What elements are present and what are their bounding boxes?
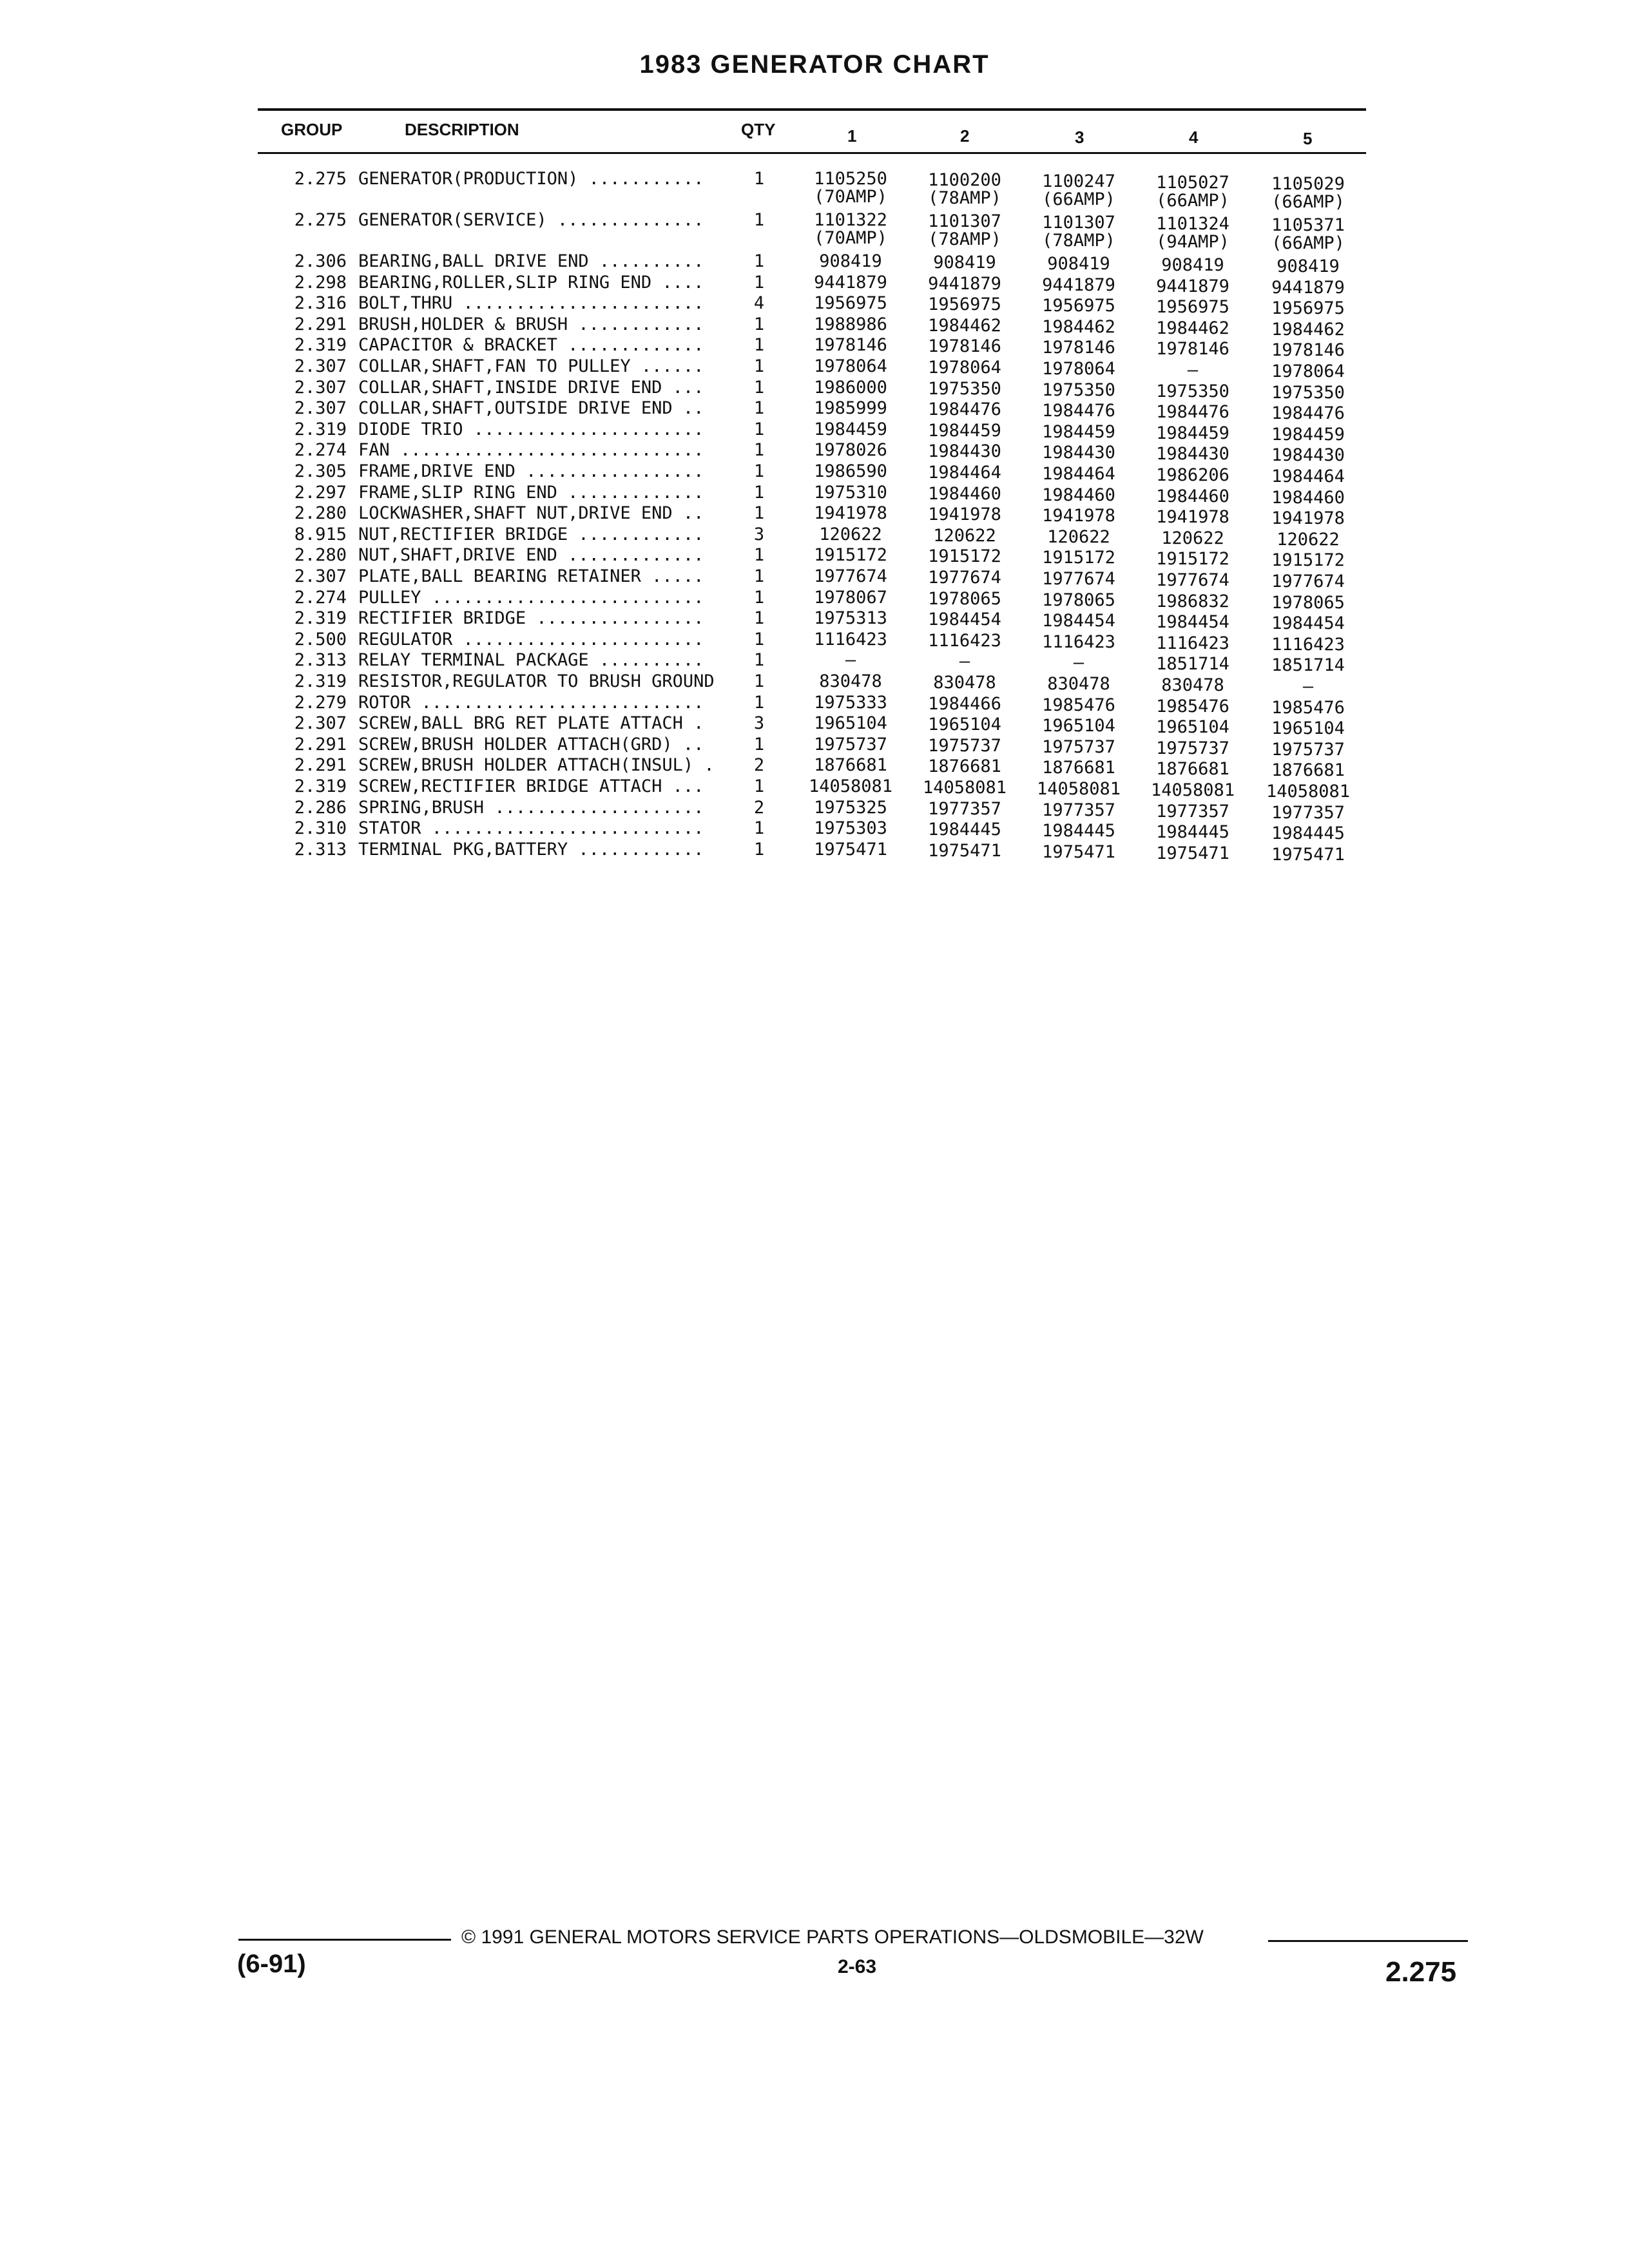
part-number-cell: 1101322 — [814, 210, 887, 230]
part-number-cell: — — [959, 651, 970, 672]
part-number-cell: 1915172 — [814, 545, 887, 566]
part-number-cell: 1915172 — [1042, 548, 1115, 568]
part-number-cell: 830478 — [1047, 674, 1110, 694]
qty-cell: 1 — [753, 461, 765, 481]
part-number-cell: 1978146 — [1042, 338, 1115, 358]
description-cell: GENERATOR(PRODUCTION) ........... — [358, 169, 715, 189]
amp-rating-cell: (66AMP) — [1271, 192, 1345, 212]
column-header-1: 1 — [847, 126, 857, 146]
part-number-cell: 1986590 — [814, 461, 887, 481]
part-number-cell: 1977674 — [1271, 572, 1345, 591]
column-header-3: 3 — [1075, 128, 1084, 147]
description-cell: PLATE,BALL BEARING RETAINER ..... — [358, 566, 715, 586]
part-number-cell: 1975737 — [1042, 736, 1115, 757]
group-cell: 2.291 — [294, 314, 347, 334]
qty-cell: 1 — [753, 734, 765, 754]
description-cell: PULLEY .......................... — [358, 587, 715, 608]
part-number-cell: 1984460 — [1271, 487, 1345, 508]
part-number-cell: 1984462 — [1042, 316, 1115, 337]
part-number-cell: 1876681 — [1042, 758, 1115, 778]
part-number-cell: 1116423 — [928, 630, 1001, 651]
group-cell: 2.313 — [294, 650, 347, 671]
part-number-cell: 1977674 — [928, 568, 1001, 588]
group-cell: 2.307 — [294, 398, 347, 419]
description-cell: ROTOR ........................... — [358, 692, 715, 713]
description-cell: FRAME,SLIP RING END ............. — [358, 482, 715, 503]
amp-rating-cell: (78AMP) — [1042, 231, 1115, 251]
description-cell: SCREW,BRUSH HOLDER ATTACH(INSUL) . — [358, 755, 715, 776]
description-cell: GENERATOR(SERVICE) .............. — [358, 210, 715, 230]
part-number-cell: 120622 — [819, 524, 882, 544]
table-row — [0, 169, 1629, 210]
part-number-cell: 1984454 — [1042, 611, 1115, 631]
part-number-cell: 1984454 — [928, 610, 1001, 630]
part-number-cell: 1984462 — [928, 315, 1001, 336]
part-number-cell: 1984462 — [1156, 318, 1229, 338]
part-number-cell: 1978064 — [814, 356, 887, 376]
group-cell: 2.307 — [294, 377, 347, 398]
qty-cell: 1 — [753, 482, 765, 503]
part-number-cell: 1984462 — [1271, 319, 1345, 340]
part-number-cell: 1984454 — [1271, 613, 1345, 634]
part-number-cell: 1984459 — [1042, 421, 1115, 442]
part-number-cell: 1975737 — [1271, 739, 1345, 760]
qty-cell: 1 — [753, 776, 765, 796]
part-number-cell: 1984466 — [928, 693, 1001, 714]
part-number-cell: 1977357 — [1156, 801, 1229, 822]
part-number-cell: 1956975 — [814, 293, 887, 314]
qty-cell: 2 — [753, 797, 765, 818]
part-number-cell: 1975310 — [814, 482, 887, 503]
qty-cell: 4 — [753, 293, 765, 314]
qty-cell: 2 — [753, 755, 765, 776]
part-number-cell: 1978146 — [814, 335, 887, 356]
part-number-cell: 1116423 — [1042, 631, 1115, 652]
group-cell: 2.275 — [294, 210, 347, 230]
part-number-cell: 1985476 — [1042, 695, 1115, 715]
group-cell: 2.298 — [294, 272, 347, 293]
part-number-cell: 1977357 — [928, 798, 1001, 819]
description-cell: CAPACITOR & BRACKET ............. — [358, 335, 715, 356]
part-number-cell: 1965104 — [1042, 716, 1115, 736]
header-top-rule — [258, 108, 1366, 111]
description-cell: BEARING,ROLLER,SLIP RING END .... — [358, 272, 715, 293]
part-number-cell: 1876681 — [928, 756, 1001, 777]
qty-cell: 3 — [753, 524, 765, 544]
part-number-cell: 1975325 — [814, 797, 887, 818]
qty-cell: 3 — [753, 713, 765, 734]
part-number-cell: 830478 — [819, 671, 882, 691]
column-header-group: GROUP — [281, 120, 343, 139]
part-number-cell: 1941978 — [814, 503, 887, 524]
footer-rule-right — [1268, 1940, 1468, 1942]
qty-cell: 1 — [753, 335, 765, 356]
footer-page-number: 2-63 — [838, 1956, 877, 1977]
part-number-cell: 120622 — [1277, 529, 1340, 550]
part-number-cell: 1984430 — [1156, 444, 1229, 465]
qty-cell: 1 — [753, 210, 765, 230]
group-cell: 2.275 — [294, 169, 347, 189]
part-number-cell: 1851714 — [1156, 654, 1229, 675]
footer-section-number: 2.275 — [1385, 1956, 1457, 1988]
group-cell: 2.274 — [294, 587, 347, 608]
amp-rating-cell: (66AMP) — [1042, 189, 1115, 209]
part-number-cell: 1975350 — [928, 378, 1001, 399]
qty-cell: 1 — [753, 503, 765, 524]
part-number-cell: 1941978 — [1156, 507, 1229, 528]
description-cell: BOLT,THRU ....................... — [358, 293, 715, 314]
amp-rating-cell: (70AMP) — [814, 228, 887, 248]
part-number-cell: 1116423 — [1271, 634, 1345, 655]
part-number-cell: 1975471 — [928, 840, 1001, 861]
part-number-cell: 1105250 — [814, 169, 887, 189]
group-cell: 2.306 — [294, 251, 347, 271]
group-cell: 2.291 — [294, 734, 347, 754]
part-number-cell: 1975350 — [1042, 380, 1115, 400]
part-number-cell: 1975737 — [928, 735, 1001, 756]
column-header-qty: QTY — [741, 120, 776, 139]
footer-rule-left — [238, 1939, 451, 1941]
part-number-cell: 1116423 — [1156, 633, 1229, 653]
qty-cell: 1 — [753, 608, 765, 629]
qty-cell: 1 — [753, 419, 765, 439]
qty-cell: 1 — [753, 671, 765, 691]
part-number-cell: 1984476 — [1156, 402, 1229, 423]
description-cell: RELAY TERMINAL PACKAGE .......... — [358, 650, 715, 671]
column-header-2: 2 — [960, 126, 970, 146]
part-number-cell: 1876681 — [1156, 759, 1229, 780]
description-cell: FAN ............................. — [358, 440, 715, 461]
group-cell: 2.319 — [294, 335, 347, 356]
description-cell: SCREW,RECTIFIER BRIDGE ATTACH ... — [358, 776, 715, 796]
part-number-cell: 1984430 — [1271, 445, 1345, 466]
part-number-cell: 1977357 — [1271, 802, 1345, 823]
description-cell: RESISTOR,REGULATOR TO BRUSH GROUND — [358, 671, 715, 691]
description-cell: STATOR .......................... — [358, 818, 715, 839]
part-number-cell: 14058081 — [1150, 780, 1235, 800]
part-number-cell: 1984460 — [1156, 486, 1229, 506]
part-number-cell: — — [845, 650, 856, 671]
part-number-cell: 1965104 — [928, 715, 1001, 735]
part-number-cell: 1978064 — [928, 358, 1001, 378]
part-number-cell: 1105029 — [1271, 174, 1345, 194]
part-number-cell: 1977674 — [814, 566, 887, 586]
part-number-cell: 1956975 — [1042, 296, 1115, 316]
part-number-cell: 1975737 — [1156, 738, 1229, 758]
group-cell: 2.500 — [294, 629, 347, 649]
description-cell: COLLAR,SHAFT,FAN TO PULLEY ...... — [358, 356, 715, 376]
qty-cell: 1 — [753, 314, 765, 334]
part-number-cell: 1941978 — [1042, 506, 1115, 526]
part-number-cell: 1984460 — [1042, 485, 1115, 505]
part-number-cell: 1116423 — [814, 629, 887, 649]
amp-rating-cell: (70AMP) — [814, 187, 887, 207]
description-cell: SCREW,BRUSH HOLDER ATTACH(GRD) .. — [358, 734, 715, 754]
amp-rating-cell: (94AMP) — [1156, 232, 1229, 252]
group-cell: 2.310 — [294, 818, 347, 839]
group-cell: 2.307 — [294, 713, 347, 734]
part-number-cell: 1977357 — [1042, 800, 1115, 820]
qty-cell: 1 — [753, 818, 765, 839]
part-number-cell: 1975471 — [1156, 843, 1229, 863]
part-number-cell: 1965104 — [814, 713, 887, 734]
description-cell: COLLAR,SHAFT,OUTSIDE DRIVE END .. — [358, 398, 715, 419]
group-cell: 2.280 — [294, 545, 347, 566]
part-number-cell: 1978065 — [928, 588, 1001, 609]
part-number-cell: 1977674 — [1042, 569, 1115, 589]
qty-cell: 1 — [753, 356, 765, 376]
part-number-cell: 1984445 — [1156, 822, 1229, 843]
table-row — [0, 840, 1629, 881]
part-number-cell: 1876681 — [1271, 760, 1345, 781]
part-number-cell: 908419 — [933, 253, 996, 273]
column-header-4: 4 — [1189, 128, 1199, 147]
part-number-cell: 830478 — [1161, 675, 1224, 695]
table-row — [0, 210, 1629, 251]
part-number-cell: 1986000 — [814, 377, 887, 398]
group-cell: 2.319 — [294, 419, 347, 439]
part-number-cell: 1975350 — [1156, 381, 1229, 401]
group-cell: 2.319 — [294, 671, 347, 691]
description-cell: REGULATOR ....................... — [358, 629, 715, 649]
part-number-cell: 1975471 — [1271, 844, 1345, 865]
qty-cell: 1 — [753, 587, 765, 608]
group-cell: 2.307 — [294, 566, 347, 586]
group-cell: 2.291 — [294, 755, 347, 776]
amp-rating-cell: (66AMP) — [1271, 233, 1345, 253]
part-number-cell: 1965104 — [1271, 718, 1345, 739]
part-number-cell: 1978065 — [1271, 592, 1345, 613]
part-number-cell: 1984464 — [1042, 464, 1115, 484]
description-cell: LOCKWASHER,SHAFT NUT,DRIVE END .. — [358, 503, 715, 524]
description-cell: RECTIFIER BRIDGE ................ — [358, 608, 715, 629]
amp-rating-cell: (66AMP) — [1156, 191, 1229, 211]
description-cell: COLLAR,SHAFT,INSIDE DRIVE END ... — [358, 377, 715, 398]
description-cell: BRUSH,HOLDER & BRUSH ............ — [358, 314, 715, 334]
part-number-cell: 908419 — [1277, 256, 1340, 276]
description-cell: SPRING,BRUSH .................... — [358, 797, 715, 818]
part-number-cell: 1975350 — [1271, 382, 1345, 403]
header-bottom-rule — [258, 152, 1366, 154]
description-cell: SCREW,BALL BRG RET PLATE ATTACH . — [358, 713, 715, 734]
group-cell: 2.297 — [294, 482, 347, 503]
part-number-cell: 1984454 — [1156, 612, 1229, 633]
part-number-cell: 1984459 — [814, 419, 887, 439]
part-number-cell: 1988986 — [814, 314, 887, 334]
part-number-cell: 1984464 — [928, 463, 1001, 483]
part-number-cell: 1101307 — [928, 211, 1001, 231]
part-number-cell: 1984476 — [1042, 401, 1115, 421]
part-number-cell: 120622 — [1047, 526, 1110, 547]
part-number-cell: 1986206 — [1156, 465, 1229, 485]
group-cell: 2.274 — [294, 440, 347, 461]
part-number-cell: 908419 — [1161, 255, 1224, 275]
part-number-cell: 1975471 — [814, 839, 887, 860]
part-number-cell: — — [1187, 360, 1199, 380]
part-number-cell: 1978026 — [814, 440, 887, 461]
qty-cell: 1 — [753, 545, 765, 566]
part-number-cell: 1105027 — [1156, 173, 1229, 193]
part-number-cell: 14058081 — [808, 776, 893, 796]
qty-cell: 1 — [753, 692, 765, 713]
qty-cell: 1 — [753, 377, 765, 398]
part-number-cell: 1975737 — [814, 734, 887, 754]
part-number-cell: 14058081 — [1266, 782, 1351, 802]
qty-cell: 1 — [753, 169, 765, 189]
group-cell: 2.319 — [294, 608, 347, 629]
qty-cell: 1 — [753, 251, 765, 271]
part-number-cell: 908419 — [819, 251, 882, 271]
group-cell: 2.280 — [294, 503, 347, 524]
part-number-cell: 1984445 — [928, 820, 1001, 840]
column-header-5: 5 — [1303, 129, 1313, 148]
part-number-cell: 1915172 — [1156, 549, 1229, 570]
part-number-cell: 1984460 — [928, 483, 1001, 504]
part-number-cell: 1978067 — [814, 587, 887, 608]
group-cell: 2.316 — [294, 293, 347, 314]
description-cell: NUT,SHAFT,DRIVE END ............. — [358, 545, 715, 566]
part-number-cell: 1975471 — [1042, 841, 1115, 862]
part-number-cell: 830478 — [933, 673, 996, 693]
part-number-cell: 1984430 — [928, 441, 1001, 462]
part-number-cell: 1978064 — [1271, 361, 1345, 381]
part-number-cell: — — [1302, 677, 1314, 697]
part-number-cell: 1975313 — [814, 608, 887, 629]
part-number-cell: 1985476 — [1156, 696, 1229, 716]
footer-date-code: (6-91) — [237, 1950, 306, 1978]
qty-cell: 1 — [753, 566, 765, 586]
part-number-cell: 120622 — [933, 525, 996, 546]
part-number-cell: 1975333 — [814, 692, 887, 713]
description-cell: DIODE TRIO ...................... — [358, 419, 715, 439]
group-cell: 2.307 — [294, 356, 347, 376]
part-number-cell: 120622 — [1161, 528, 1224, 548]
description-cell: NUT,RECTIFIER BRIDGE ............ — [358, 524, 715, 544]
description-cell: FRAME,DRIVE END ................. — [358, 461, 715, 481]
part-number-cell: 1984430 — [1042, 443, 1115, 463]
part-number-cell: 1915172 — [928, 546, 1001, 567]
page-title: 1983 GENERATOR CHART — [639, 50, 990, 79]
part-number-cell: 1984459 — [1156, 423, 1229, 443]
part-number-cell: 1984476 — [1271, 403, 1345, 424]
part-number-cell: 1956975 — [1156, 297, 1229, 318]
part-number-cell: 1100247 — [1042, 171, 1115, 191]
part-number-cell: 1984445 — [1042, 821, 1115, 841]
group-cell: 2.319 — [294, 776, 347, 796]
part-number-cell: 1978146 — [928, 336, 1001, 357]
part-number-cell: 1101324 — [1156, 214, 1229, 234]
part-number-cell: 1984476 — [928, 399, 1001, 420]
part-number-cell: 1984459 — [928, 420, 1001, 441]
part-number-cell: 1941978 — [928, 505, 1001, 525]
part-number-cell: 1956975 — [1271, 298, 1345, 319]
group-cell: 2.305 — [294, 461, 347, 481]
part-number-cell: 1978146 — [1271, 340, 1345, 361]
part-number-cell: 908419 — [1047, 254, 1110, 274]
amp-rating-cell: (78AMP) — [928, 188, 1001, 208]
part-number-cell: 1977674 — [1156, 570, 1229, 590]
part-number-cell: 1876681 — [814, 755, 887, 776]
part-number-cell: 1978065 — [1042, 590, 1115, 610]
part-number-cell: — — [1073, 653, 1084, 673]
group-cell: 2.279 — [294, 692, 347, 713]
part-number-cell: 9441879 — [928, 273, 1001, 294]
description-cell: BEARING,BALL DRIVE END .......... — [358, 251, 715, 271]
group-cell: 2.313 — [294, 839, 347, 860]
part-number-cell: 1915172 — [1271, 550, 1345, 571]
qty-cell: 1 — [753, 272, 765, 293]
description-cell: TERMINAL PKG,BATTERY ............ — [358, 839, 715, 860]
part-number-cell: 1985476 — [1271, 697, 1345, 718]
amp-rating-cell: (78AMP) — [928, 229, 1001, 249]
qty-cell: 1 — [753, 440, 765, 461]
part-number-cell: 14058081 — [922, 778, 1007, 798]
part-number-cell: 9441879 — [814, 272, 887, 293]
part-number-cell: 1984464 — [1271, 466, 1345, 486]
qty-cell: 1 — [753, 839, 765, 860]
part-number-cell: 1985999 — [814, 398, 887, 419]
part-number-cell: 1978146 — [1156, 339, 1229, 360]
qty-cell: 1 — [753, 650, 765, 671]
qty-cell: 1 — [753, 629, 765, 649]
part-number-cell: 1978064 — [1042, 359, 1115, 379]
part-number-cell: 1105371 — [1271, 215, 1345, 235]
part-number-cell: 1986832 — [1156, 591, 1229, 611]
part-number-cell: 1101307 — [1042, 213, 1115, 233]
part-number-cell: 1100200 — [928, 170, 1001, 190]
group-cell: 2.286 — [294, 797, 347, 818]
part-number-cell: 1965104 — [1156, 717, 1229, 738]
part-number-cell: 14058081 — [1036, 779, 1121, 799]
part-number-cell: 9441879 — [1156, 276, 1229, 296]
column-header-description: DESCRIPTION — [405, 120, 519, 139]
part-number-cell: 9441879 — [1042, 274, 1115, 295]
group-cell: 8.915 — [294, 524, 347, 544]
part-number-cell: 1984459 — [1271, 424, 1345, 445]
part-number-cell: 1956975 — [928, 294, 1001, 315]
qty-cell: 1 — [753, 398, 765, 419]
part-number-cell: 1975303 — [814, 818, 887, 839]
part-number-cell: 9441879 — [1271, 277, 1345, 298]
part-number-cell: 1984445 — [1271, 823, 1345, 844]
footer-copyright: © 1991 GENERAL MOTORS SERVICE PARTS OPERATIONS—OLDSMOBILE—32W — [461, 1927, 1204, 1948]
part-number-cell: 1851714 — [1271, 655, 1345, 676]
part-number-cell: 1941978 — [1271, 508, 1345, 529]
